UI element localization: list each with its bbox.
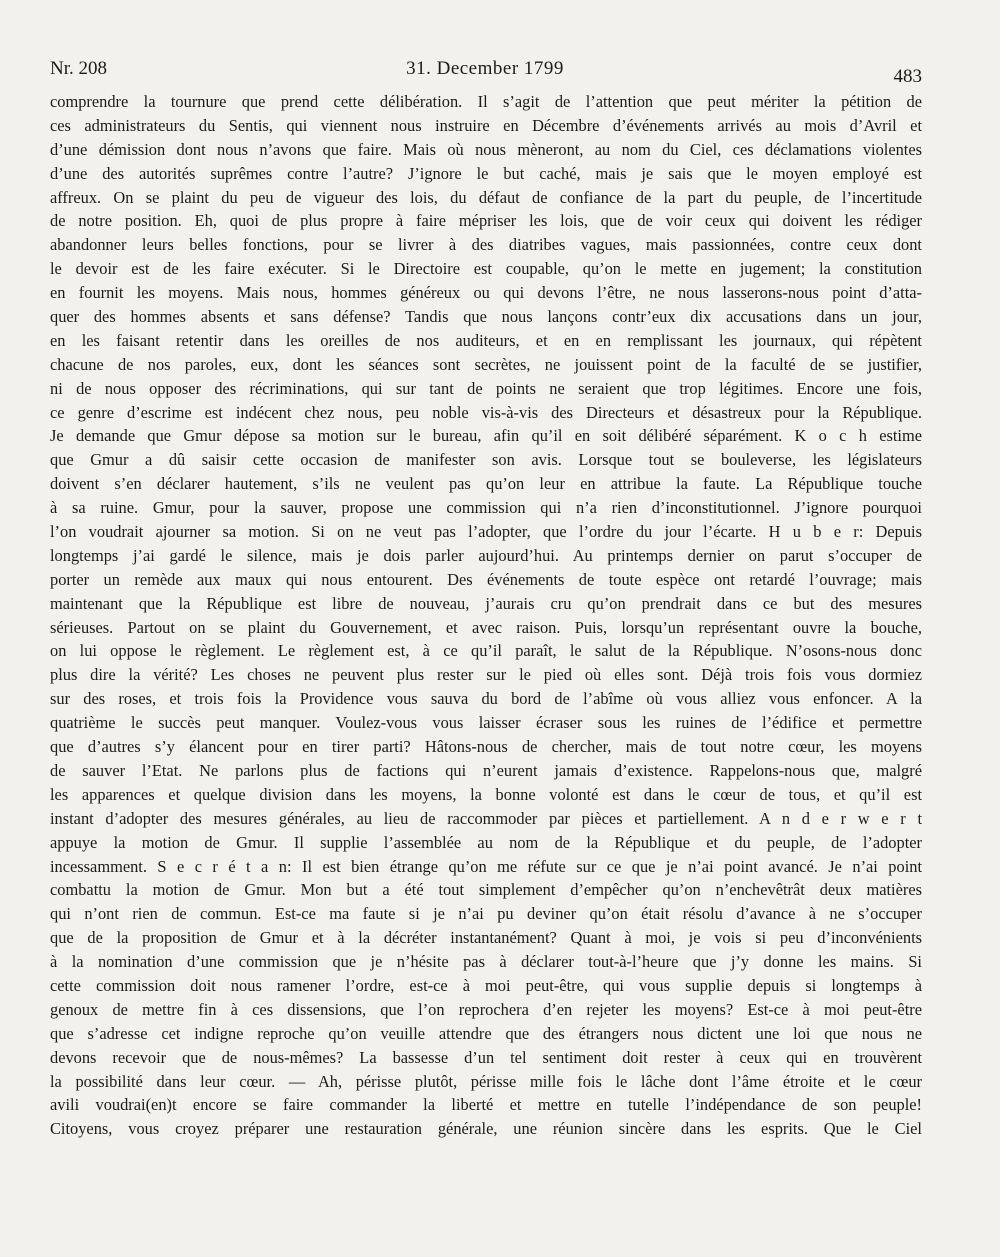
text-line: quer des hommes absents et sans défense? Tandis que nous lançons contr’eux dix accusations dans un jour, bbox=[50, 307, 922, 327]
text-line: à la nomination d’une commission que je n’hésite pas à déclarer tout-à-l’heure que j’y donne les mains. Si bbox=[50, 952, 922, 972]
page-header bbox=[50, 58, 922, 87]
text-line: en les faisant retentir dans les oreilles de nos auditeurs, et en en remplissant les journaux, qui répètent bbox=[50, 330, 922, 350]
text-line: qui n’ont rien de commun. Est-ce ma faute si je n’ai pu deviner qu’on était résolu d’avance à ne s’occuper bbox=[50, 904, 922, 924]
text-line: ces administrateurs du Sentis, qui viennent nous instruire en Décembre d’événements arrivés au mois d’Avril et bbox=[50, 115, 922, 135]
text-line: ni de nous opposer des récriminations, qui sur tant de points ne seraient que trop légitimes. Encore une fois, bbox=[50, 378, 922, 398]
text-line: d’une des autorités suprêmes contre l’autre? J’ignore le but caché, mais je sais que le moyen employé est bbox=[50, 163, 922, 183]
text-line: de notre position. Eh, quoi de plus propre à faire mépriser les lois, que de voir ceux qui doivent les rédiger bbox=[50, 211, 922, 231]
text-line: Citoyens, vous croyez préparer une restauration générale, une réunion sincère dans les esprits. Que le Ciel bbox=[50, 1119, 922, 1139]
page-number: 483 bbox=[893, 66, 922, 87]
text-line: incessamment. S e c r é t a n: Il est bien étrange qu’on me réfute sur ce que je n’ai point avancé. Je n’ai point bbox=[50, 856, 922, 876]
text-line: quatrième le succès peut manquer. Voulez-vous vous laisser écraser sous les ruines de l’édifice et permettre bbox=[50, 713, 922, 733]
text-line: affreux. On se plaint du peu de vigueur des lois, du défaut de confiance de la part du peuple, de l’incertitude bbox=[50, 187, 922, 207]
text-line: on lui oppose le règlement. Le règlement est, à ce qu’il paraît, le salut de la République. N’osons-nous donc bbox=[50, 641, 922, 661]
text-line: sur des roses, et trois fois la Providence vous sauva du bord de l’abîme où vous alliez vous enfoncer. A la bbox=[50, 689, 922, 709]
text-line: sérieuses. Partout on se plaint du Gouvernement, et avec raison. Puis, lorsqu’un représentant ouvre la bouche, bbox=[50, 617, 922, 637]
text-line: l’on voudrait ajourner sa motion. Si on ne veut pas l’adopter, que l’ordre du jour l’écarte. H u b e r: Depuis bbox=[50, 522, 922, 542]
text-line: d’une démission dont nous n’avons que faire. Mais où nous mèneront, au nom du Ciel, ces déclamations violentes bbox=[50, 139, 922, 159]
text-line: combattu la motion de Gmur. Mon but a été tout simplement d’empêcher qu’on n’enchevêtrât deux matières bbox=[50, 880, 922, 900]
text-line: maintenant que la République est libre de nouveau, j’aurais cru qu’on prendrait dans ce but des mesures bbox=[50, 593, 922, 613]
text-line: de sauver l’Etat. Ne parlons plus de factions qui n’eurent jamais d’existence. Rappelons-nous que, malgré bbox=[50, 760, 922, 780]
text-line: longtemps j’ai gardé le silence, mais je dois parler aujourd’hui. Au printemps dernier on parut s’occuper de bbox=[50, 545, 922, 565]
body-text bbox=[50, 90, 922, 1141]
date-heading: 31. December 1799 bbox=[406, 58, 564, 79]
text-line: que Gmur a dû saisir cette occasion de manifester son avis. Lorsque tout se bouleverse, les législateurs bbox=[50, 450, 922, 470]
text-line: appuye la motion de Gmur. Il supplie l’assemblée au nom de la République et du peuple, de l’adopter bbox=[50, 832, 922, 852]
text-line: Je demande que Gmur dépose sa motion sur le bureau, afin qu’il en soit délibéré séparément. K o c h estime bbox=[50, 426, 922, 446]
text-line: genoux de mettre fin à ces dissensions, que l’on reprochera d’en rejeter les moyens? Est-ce à moi peut-être bbox=[50, 999, 922, 1019]
text-line: le devoir est de les faire exécuter. Si le Directoire est coupable, qu’on le mette en jugement; la constitution bbox=[50, 259, 922, 279]
text-line: chacune de nos paroles, eux, dont les séances sont secrètes, ne jouissent point de la faculté de se justifier, bbox=[50, 354, 922, 374]
text-line: comprendre la tournure que prend cette délibération. Il s’agit de l’attention que peut mériter la pétition de bbox=[50, 92, 922, 111]
text-line: instant d’adopter des mesures générales, au lieu de raccommoder par pièces et partiellement. A n d e r w e r t bbox=[50, 808, 922, 828]
text-line: en fournit les moyens. Mais nous, hommes généreux ou qui devons l’être, ne nous lasserons-nous point d’atta- bbox=[50, 283, 922, 303]
text-line: que s’adresse cet indigne reproche qu’on veuille attendre que des étrangers nous dictent une loi que nous ne bbox=[50, 1023, 922, 1043]
text-line: cette commission doit nous ramener l’ordre, est-ce à moi peut-être, qui vous supplie depuis si longtemps à bbox=[50, 975, 922, 995]
text-line: que de la proposition de Gmur et à la décréter instantanément? Quant à moi, je vois si peu d’inconvénients bbox=[50, 928, 922, 948]
text-line: porter un remède aux maux qui nous entourent. Des événements de toute espèce ont retardé l’ouvrage; mais bbox=[50, 569, 922, 589]
text-line: à sa ruine. Gmur, pour la sauver, propose une commission qui n’a rien d’inconstitutionnel. J’ignore pourquoi bbox=[50, 498, 922, 518]
text-line: la possibilité dans leur cœur. — Ah, périsse plutôt, périsse mille fois le lâche dont l’âme étroite et le cœur bbox=[50, 1071, 922, 1091]
document-number: Nr. 208 bbox=[50, 58, 107, 79]
text-line: les apparences et quelque division dans les moyens, la bonne volonté est dans le cœur de tous, et qu’il est bbox=[50, 784, 922, 804]
text-line: que d’autres s’y élancent pour en tirer parti? Hâtons-nous de chercher, mais de tout notre cœur, les moyens bbox=[50, 737, 922, 757]
text-line: avili voudrai(en)t encore se faire commander la liberté et mettre en tutelle l’indépendance de son peuple! bbox=[50, 1095, 922, 1115]
text-line: devons recevoir que de nous-mêmes? La bassesse d’un tel sentiment doit rester à ceux qui en trouvèrent bbox=[50, 1047, 922, 1067]
text-line: ce genre d’escrime est indécent chez nous, peu noble vis-à-vis des Directeurs et désastreux pour la République. bbox=[50, 402, 922, 422]
text-line: plus dire la vérité? Les choses ne peuvent plus rester sur le pied où elles sont. Déjà trois fois vous dormiez bbox=[50, 665, 922, 685]
text-line: doivent s’en déclarer hautement, s’ils ne veulent pas qu’on leur en attribue la faute. La République touche bbox=[50, 474, 922, 494]
text-line: abandonner leurs belles fonctions, pour se livrer à des diatribes vagues, mais passionnées, contre ceux dont bbox=[50, 235, 922, 255]
